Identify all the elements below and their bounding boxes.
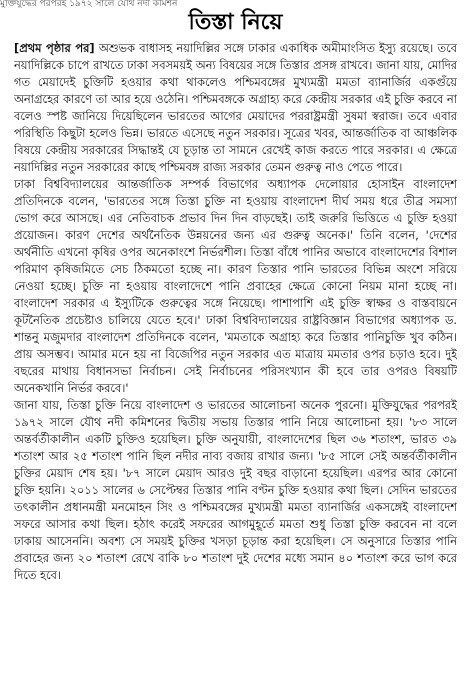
headline: তিস্তা নিয়ে: [188, 10, 283, 35]
article-paragraph-1: [14, 40, 457, 176]
article-body: [14, 40, 457, 688]
article-paragraph-2: ঢাকা বিশ্ববিদ্যালয়ের আন্তর্জাতিক সম্পর্ক বিভাগের অধ্যাপক দেলোয়ার হোসাইন বাংলাদেশ প্রতিদিনকে বলেন, 'ভারতের সঙ্গে তিস্তা চুক্তি না হওয়ায় বাংলাদেশ দীর্ঘ সময় ধরে তীব্র সমস্যা ভোগ করে আসছে। এর নেতিবাচক প্রভাব দিন দিন বাড়ছেই। তাই জরুরি ভিত্তিতে এ চুক্তি হওয়া প্রয়োজন। কারণ দেশের অর্থনৈতিক উন্নয়নের জন্য এর গুরুত্ব অনেক।' তিনি বলেন, 'দেশের অর্থনীতি এখনো কৃষির ওপর অনেকাংশে নির্ভরশীল। তিস্তা বাঁধে পানির অভাবে বাংলাদেশের বিশাল পরিমাণ কৃষিজমিতে সেচ ঠিকমতো হচ্ছে না। কারণ তিস্তার পানি ভারতের বিভিন্ন অংশে সরিয়ে নেওয়া হচ্ছে। চুক্তি না হওয়ায় বাংলাদেশে পানি প্রবাহের ক্ষেত্রে কোনো নিয়ম মানা হচ্ছে না। বাংলাদেশ সরকার এ ইস্যুটিকে গুরুত্বের সঙ্গে নিয়েছে। পাশাপাশি এই চুক্তি স্বাক্ষর ও বাস্তবায়নে কূটনৈতিক প্রচেষ্টাও চালিয়ে যেতে হবে।' ঢাকা বিশ্ববিদ্যালয়ের রাষ্ট্রবিজ্ঞান বিভাগের অধ্যাপক ড. শান্তনু মজুমদার বাংলাদেশ প্রতিদিনকে বলেন, 'মমতাকে অগ্রাহ্য করে তিস্তার পানিচুক্তি খুব কঠিন। প্রায় অসম্ভব। আমার মনে হয় না বিজেপির নতুন সরকার এত মাত্রায় মমতার ওপর চড়াও হবে। দুই বছরের মাথায় বিধানসভা নির্বাচন। সেই নির্বাচনের পরিসংখ্যান কী হবে তার ওপরও বিষয়টি অনেকখানি নির্ভর করবে।': [14, 177, 457, 395]
paragraph-text-1: অশুভক বাধাসহ নয়াদিল্লির সঙ্গে ঢাকার একাধিক অমীমাংসিত ইস্যু রয়েছে। তবে নয়াদিল্লিকে চাপে রাখতে ঢাকা সবসময়ই অন্য বিষয়ের সঙ্গে তিস্তার প্রসঙ্গ রাখবে। জানা যায়, মোদির গত মেয়াদেই চুক্তিটি হওয়ার কথা থাকলেও পশ্চিমবঙ্গের মুখ্যমন্ত্রী মমতা ব্যানার্জির একগুঁয়ে অনাগ্রহের কারণে তা আর হয়ে ওঠেনি। পশ্চিমবঙ্গকে অগ্রাহ্য করে কেন্দ্রীয় সরকার এই চুক্তি করবে না বলেও স্পষ্ট জানিয়ে দিয়েছিলেন ভারতের আগের মেয়াদের পররাষ্ট্রমন্ত্রী সুষমা স্বরাজ। তবে এবার পরিস্থিতি কিছুটা হলেও ভিন্ন। ভারতে এসেছে নতুন সরকার। সূত্রের খবর, আন্তর্জাতিক বা আঞ্চলিক বিষয়ে কেন্দ্রীয় সরকারের সিদ্ধান্তই যে চূড়ান্ত তা সামনে রেখেই কাজ করতে পারে সরকার। এ ক্ষেত্রে নয়াদিল্লির নতুন সরকারের কাছে পশ্চিমবঙ্গ রাজ্য সরকার তেমন গুরুত্ব নাও পেতে পারে।: [14, 41, 457, 174]
article-paragraph-3: জানা যায়, তিস্তা চুক্তি নিয়ে বাংলাদেশ ও ভারতের আলোচনা অনেক পুরনো। মুক্তিযুদ্ধের পরপরই ১৯৭২ সালে যৌথ নদী কমিশনের দ্বিতীয় সভায় তিস্তার পানি নিয়ে আলোচনা হয়। '৮৩ সালে অন্তর্বর্তীকালীন একটি চুক্তিও হয়েছিল। চুক্তি অনুযায়ী, বাংলাদেশের ছিল ৩৬ শতাংশ, ভারত ৩৯ শতাংশ আর ২৫ শতাংশ পানি ছিল নদীর নাব্য বজায় রাখার জন্য। '৮৫ সালে সেই অন্তর্বর্তীকালীন চুক্তির মেয়াদ শেষ হয়। '৮৭ সালে মেয়াদ আরও দুই বছর বাড়ানো হয়েছিল। এরপর আর কোনো চুক্তি হয়নি। ২০১১ সালের ৬ সেপ্টেম্বর তিস্তার পানি বণ্টন চুক্তি হওয়ার কথা ছিল। সেদিন ভারতের তৎকালীন প্রধানমন্ত্রী মনমোহন সিং ও পশ্চিমবঙ্গের মুখ্যমন্ত্রী মমতা ব্যানার্জির একসঙ্গেই বাংলাদেশ সফরে আসার কথা ছিল। হঠাৎ করেই সফরের আগমুহূর্তে মমতা শুধু তিস্তা চুক্তি করবেন না বলে ঢাকায় আসেননি। অবশ্য সে সময়ই চুক্তির খসড়া চূড়ান্ত করা হয়েছিল। সে অনুসারে তিস্তার পানি প্রবাহের জন্য ২০ শতাংশ রেখে বাকি ৮০ শতাংশ দুই দেশের মধ্যে সমান ৪০ শতাংশ করে ভাগ করে দিতে হবে।: [14, 398, 457, 582]
header-strip: মুক্তিযুদ্ধের পরপরই ১৯৭২ সালে যৌথ নদী কমিশন: [0, 0, 178, 8]
continuation-label: [প্রথম পৃষ্ঠার পর]: [14, 41, 95, 55]
